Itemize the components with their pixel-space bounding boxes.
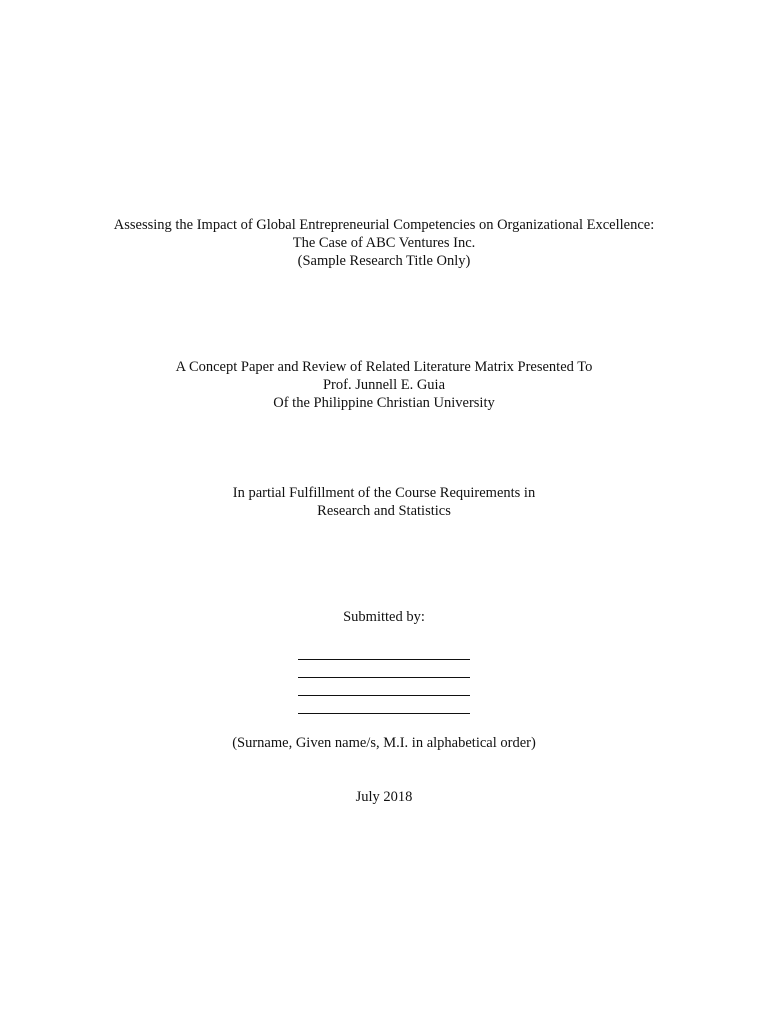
research-title-line-2: The Case of ABC Ventures Inc. <box>292 235 476 251</box>
research-title-line-1: Assessing the Impact of Global Entrepreneurial Competencies on Organizational Excellence: <box>113 217 655 233</box>
name-order-note: (Surname, Given name/s, M.I. in alphabetical order) <box>232 735 536 751</box>
fulfillment-line-1: In partial Fulfillment of the Course Requirements in <box>232 485 536 501</box>
submission-date: July 2018 <box>355 789 413 805</box>
university-name: Of the Philippine Christian University <box>273 395 495 411</box>
submitted-by-label: Submitted by: <box>343 609 425 625</box>
name-blank-line <box>298 695 470 696</box>
research-title-note: (Sample Research Title Only) <box>297 253 471 269</box>
name-blank-line <box>298 659 470 660</box>
course-name: Research and Statistics <box>317 503 451 519</box>
professor-name: Prof. Junnell E. Guia <box>322 377 446 393</box>
presentation-line-1: A Concept Paper and Review of Related Literature Matrix Presented To <box>175 359 593 375</box>
name-blank-line <box>298 677 470 678</box>
name-blank-line <box>298 713 470 714</box>
